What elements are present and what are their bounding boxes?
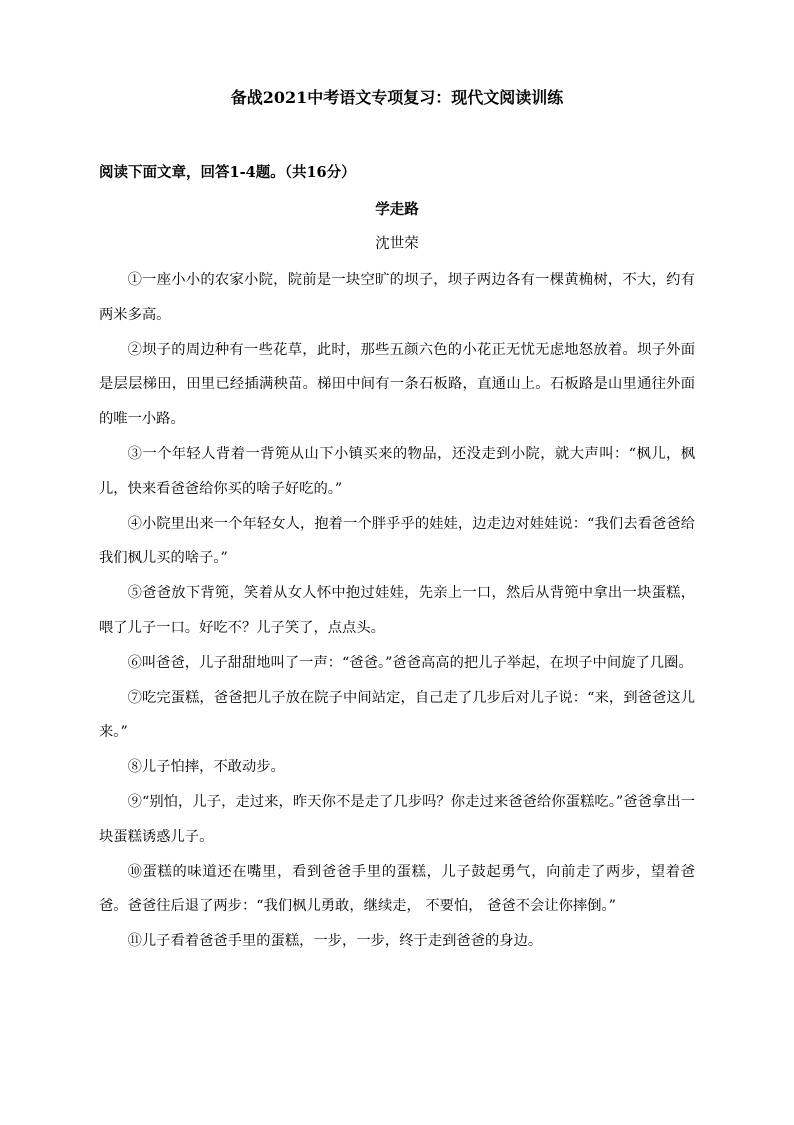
- article-body: [99, 263, 695, 959]
- article-title: 学走路: [375, 201, 419, 218]
- document-title: 备战2021中考语文专项复习：现代文阅读训练: [230, 88, 564, 107]
- article-author: 沈世荣: [375, 236, 419, 252]
- paragraph-8: ⑧儿子怕摔，不敢动步。: [127, 759, 285, 776]
- question-instruction: 阅读下面文章，回答1-4题。（共16分）: [99, 164, 356, 181]
- paragraph-6: ⑥叫爸爸，儿子甜甜地叫了一声：“爸爸。”爸爸高高的把儿子举起，在坝子中间旋了几圈。: [127, 654, 693, 671]
- paragraph-11: ⑪儿子看着爸爸手里的蛋糕，一步，一步，终于走到爸爸的身边。: [127, 933, 543, 950]
- paragraph-7: ⑦吃完蛋糕，爸爸把儿子放在院子中间站定，自己走了几步后对儿子说：“来，到爸爸这儿来。”: [99, 689, 695, 741]
- paragraph-4: ④小院里出来一个年轻女人，抱着一个胖乎乎的娃娃，边走边对娃娃说：“我们去看爸爸给我们枫儿买的啥子。”: [99, 515, 695, 567]
- paragraph-2: ②坝子的周边种有一些花草，此时，那些五颜六色的小花正无忧无虑地怒放着。坝子外面是层层梯田，田里已经插满秧苗。梯田中间有一条石板路，直通山上。石板路是山里通往外面的唯一小路。: [99, 341, 695, 428]
- paragraph-9: ⑨“别怕，儿子，走过来，昨天你不是走了几步吗？你走过来爸爸给你蛋糕吃。”爸爸拿出一块蛋糕诱惑儿子。: [99, 793, 695, 845]
- paragraph-3: ③一个年轻人背着一背篼从山下小镇买来的物品，还没走到小院，就大声叫：“枫儿，枫儿，快来看爸爸给你买的啥子好吃的。”: [99, 445, 695, 497]
- paragraph-1: ①一座小小的农家小院，院前是一块空旷的坝子，坝子两边各有一棵黄桷树，不大，约有两米多高。: [99, 272, 695, 323]
- paragraph-5: ⑤爸爸放下背篼，笑着从女人怀中抱过娃娃，先亲上一口，然后从背篼中拿出一块蛋糕，喂了儿子一口。好吃不？儿子笑了，点点头。: [99, 585, 695, 636]
- paragraph-10: ⑩蛋糕的味道还在嘴里，看到爸爸手里的蛋糕，儿子鼓起勇气，向前走了两步，望着爸爸。爸爸往后退了两步：“我们枫儿勇敢，继续走， 不要怕， 爸爸不会让你摔倒。”: [99, 863, 695, 915]
